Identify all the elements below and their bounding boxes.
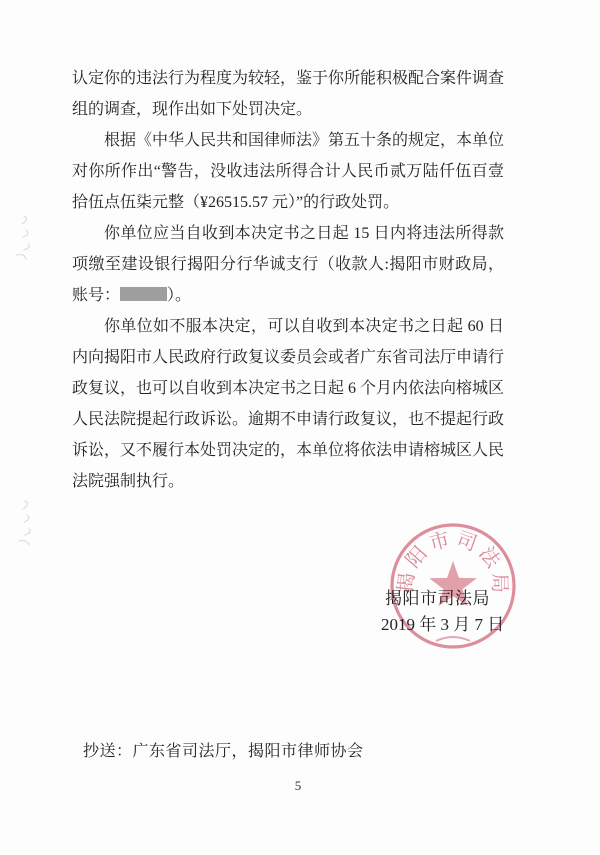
seal-star-icon — [429, 561, 477, 606]
payment-instruction-tail: ）。 — [167, 287, 192, 304]
seal-arc-text: 揭阳市司法局 — [395, 527, 511, 598]
pencil-smudge-upper — [10, 210, 36, 266]
official-seal — [386, 521, 520, 655]
paragraph-conclusion: 认定你的违法行为程度为较轻，鉴于你所能积极配合案件调查组的调查，现作出如下处罚决定。 — [72, 70, 505, 118]
pencil-smudge-lower — [12, 496, 38, 554]
document-body — [72, 63, 504, 497]
cc-line: 抄送：广东省司法厅，揭阳市律师协会 — [83, 743, 364, 760]
paragraph-appeal-rights: 你单位如不服本决定，可以自收到本决定书之日起 60 日内向揭阳市人民政府行政复议委员会或者广东省司法厅申请行政复议，也可以自收到本决定书之日起 6 个月内依法向榕城区人民法院提起行政诉讼。逾期不申请行政复议，也不提起行政诉讼，又不履行本处罚决定的，本单位将依法申请榕城区人民法院强制执行。 — [72, 318, 505, 490]
seal-bottom-mark — [436, 637, 470, 641]
paragraph-payment-instruction — [72, 218, 504, 311]
redacted-account-number — [120, 287, 167, 301]
payment-instruction-text: 你单位应当自收到本决定书之日起 15 日内将违法所得款项缴至建设银行揭阳分行华诚支行（收款人:揭阳市财政局，账号： — [72, 225, 504, 304]
issuer-name: 揭阳市司法局 — [385, 589, 490, 608]
decision-date: 2019 年 3 月 7 日 — [381, 615, 505, 634]
paragraph-penalty-decision: 根据《中华人民共和国律师法》第五十条的规定，本单位对你所作出“警告，没收违法所得合计人民币贰万陆仟伍百壹拾伍点伍柒元整（¥26515.57 元）”的行政处罚。 — [72, 132, 505, 211]
page-number: 5 — [294, 778, 302, 793]
